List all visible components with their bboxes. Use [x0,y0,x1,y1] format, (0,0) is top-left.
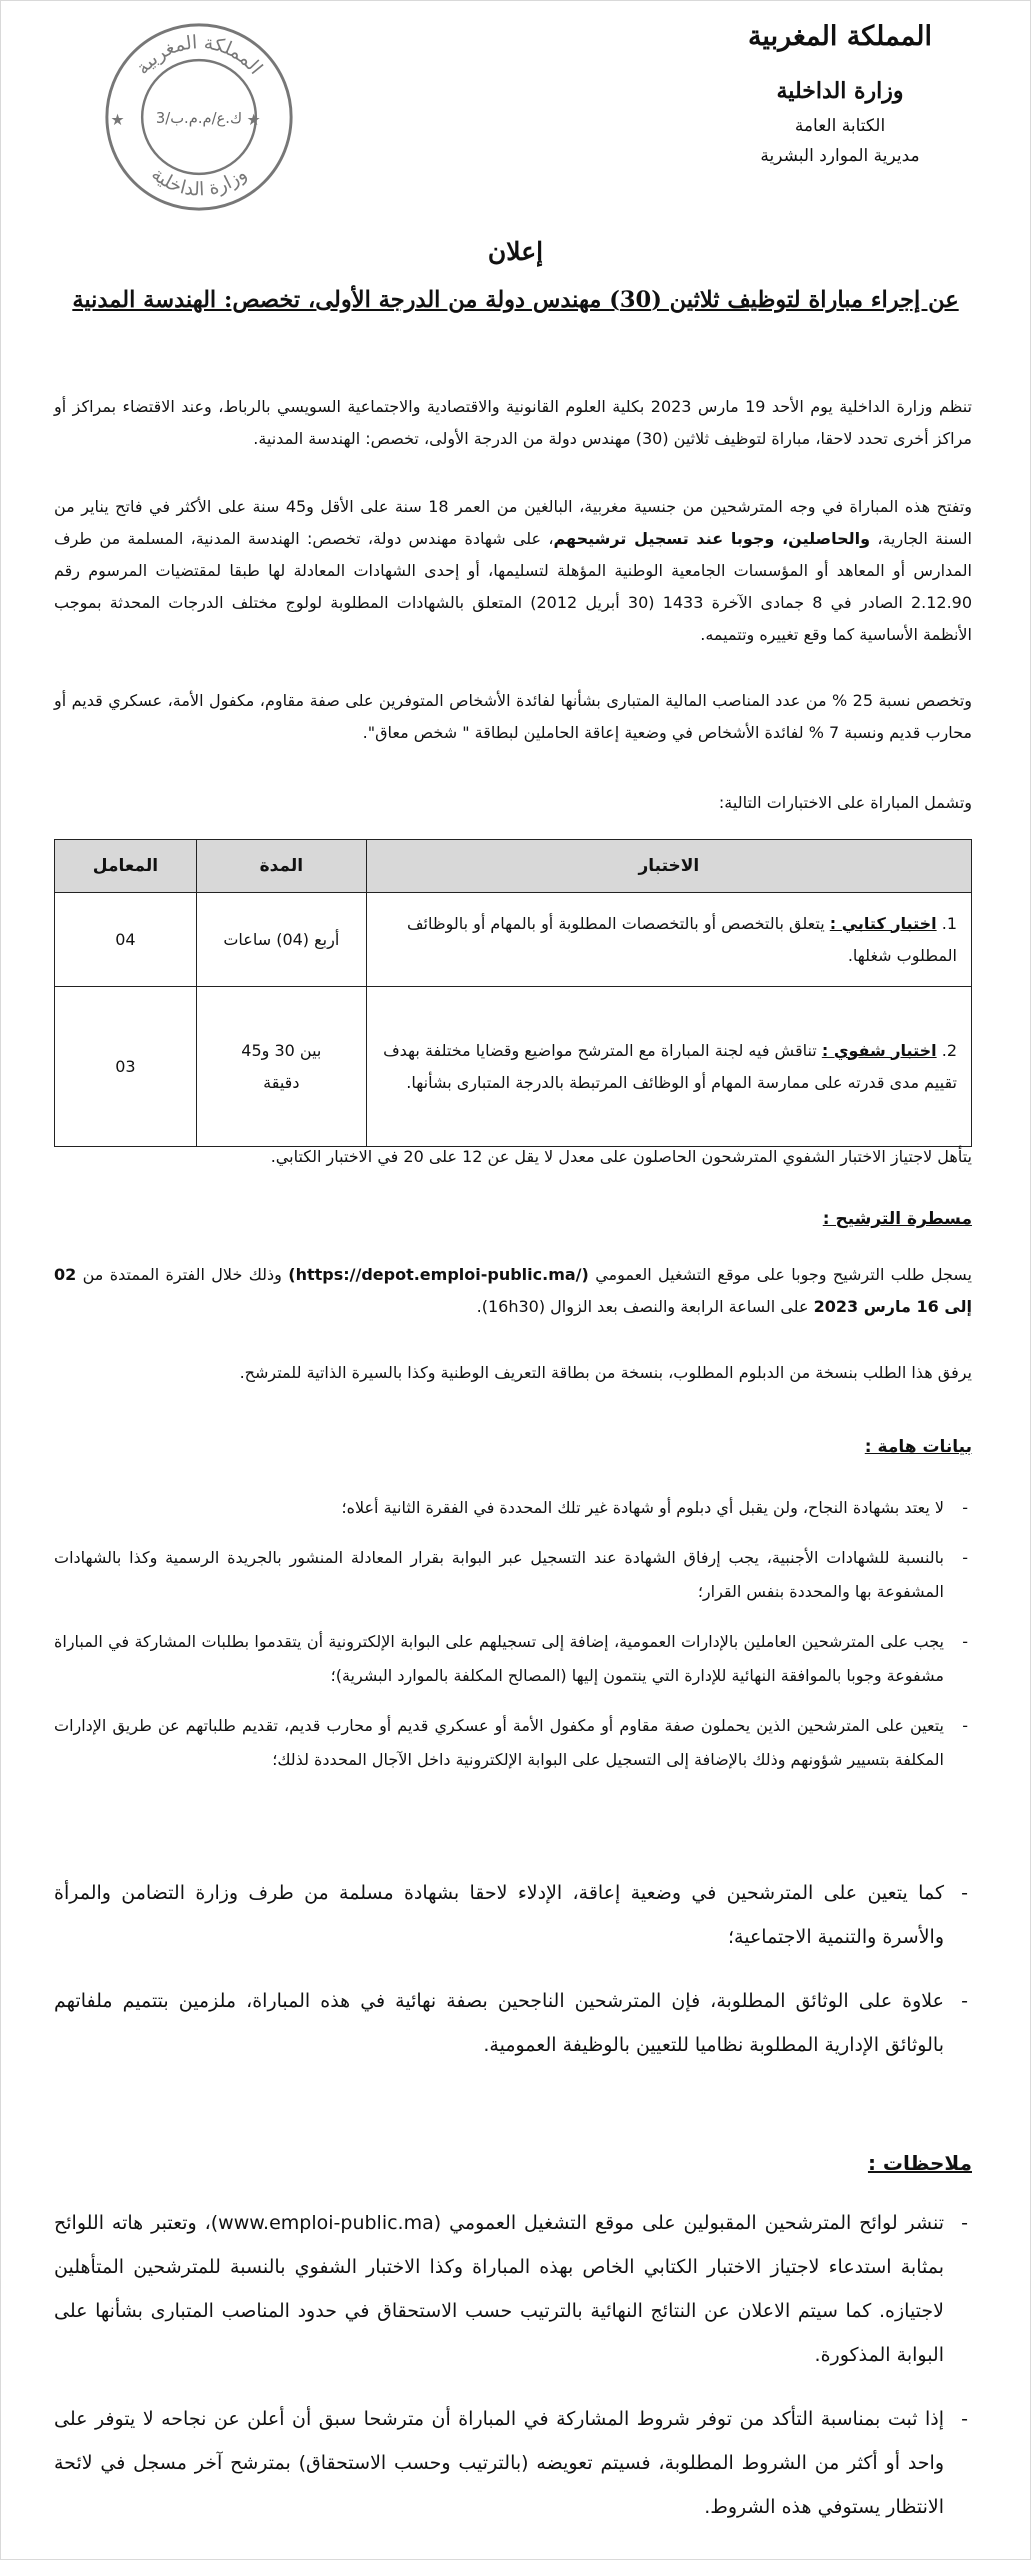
tests-table [54,839,972,1147]
test-number: 1. [941,913,957,933]
list-item: - علاوة على الوثائق المطلوبة، فإن المترشحين الناجحين بصفة نهائية في هذه المباراة، ملزمين بتتميم ملفاتهم بالوثائق الإدارية المطلوبة نظاميا للتعيين بالوظيفة العمومية. [54,1979,944,2067]
test-description: تناقش فيه لجنة المباراة مع المترشح مواضيع وقضايا مختلفة بهدف تقييم مدى قدرته على ممارسة المهام أو الوظائف المرتبطة بالدرجة المتبارى بشأنها. [383,1040,957,1092]
list-item: - كما يتعين على المترشحين في وضعية إعاقة، الإدلاء لاحقا بشهادة مسلمة من طرف وزارة التضامن والمرأة والأسرة والتنمية الاجتماعية؛ [54,1871,944,1959]
coefficient-cell: 04 [55,893,197,987]
stamp-star-icon: ★ [110,109,125,129]
table-row [55,987,972,1147]
test-description: يتعلق بالتخصص أو بالتخصصات المطلوبة أو بالمهام أو بالوظائف المطلوب شغلها. [406,913,957,965]
eligibility-text-b: ، على شهادة مهندس دولة، تخصص: الهندسة المدنية، المسلمة من طرف المدارس أو المعاهد أو المؤسسات الجامعية الوطنية المؤهلة لتسليمها، أو إحدى الشهادات المعادلة لها طبقا لمقتضيات المرسوم رقم 2.12.90 الصادر في 8 جمادى الآخرة 1433 (30 أبريل 2012) المتعلق بالشهادات المطلوبة لولوج مختلف الدرجات المحدثة بموجب الأنظمة الأساسية كما وقع تغييره وتتميمه. [54,529,973,644]
secretariat-label: الكتابة العامة [794,116,886,136]
official-header [710,21,970,166]
important-heading: بيانات هامة : [864,1437,972,1457]
attachments-paragraph: يرفق هذا الطلب بنسخة من الدبلوم المطلوب، بنسخة من بطاقة التعريف الوطنية وكذا بالسيرة الذاتية للمترشح. [239,1363,972,1382]
list-item: - بالنسبة للشهادات الأجنبية، يجب إرفاق الشهادة عند التسجيل عبر البوابة بقرار المعادلة المنشور بالجريدة الرسمية وكذا بالشهادات المشفوعة بها والمحددة بنفس القرار؛ [54,1541,944,1609]
stamp-star-icon: ★ [246,109,261,129]
application-text-c: على الساعة الرابعة والنصف بعد الزوال (16h30). [476,1297,814,1316]
stamp-ring-bottom-text: وزارة الداخلية [147,163,251,201]
list-item: - يتعين على المترشحين الذين يحملون صفة مقاوم أو مكفول الأمة أو عسكري قديم أو محارب قديم، تقديم طلباتهم عن طريق الإدارات المكلفة بتسيير شؤونهم وذلك بالإضافة إلى التسجيل على البوابة الإلكترونية داخل الآجال المحددة لذلك؛ [54,1709,944,1777]
test-cell [366,987,971,1147]
list-item: - لا يعتد بشهادة النجاح، ولن يقبل أي دبلوم أو شهادة غير تلك المحددة في الفقرة الثانية أعلاه؛ [54,1491,944,1525]
ministry-label: وزارة الداخلية [776,78,904,104]
test-name: اختبار شفوي : [821,1040,937,1060]
tests-intro: وتشمل المباراة على الاختبارات التالية: [718,793,972,812]
table-row [55,893,972,987]
list-item: - يجب على المترشحين العاملين بالإدارات العمومية، إضافة إلى تسجيلهم على البوابة الإلكترونية أن يتقدموا بطلبات المشاركة في المباراة مشفوعة وجوبا بالموافقة النهائية للإدارة التي ينتمون إليها (المصالح المكلفة بالموارد البشرية)؛ [54,1625,944,1693]
qualification-paragraph: يتأهل لاجتياز الاختبار الشفوي المترشحون الحاصلون على معدل لا يقل عن 12 على 20 في الاختبار الكتابي. [270,1147,972,1166]
list-item: - تنشر لوائح المترشحين المقبولين على موقع التشغيل العمومي (www.emploi-public.ma)، وتعتبر هاته اللوائح بمثابة استدعاء لاجتياز الاختبار الكتابي الخاص بهذه المباراة وكذا الاختبار الشفوي بالنسبة للمترشحين المتأهلين لاجتيازه. كما سيتم الاعلان عن النتائج النهائية بالترتيب حسب الاستحقاق في حدود المناصب المتبارى بشأنها على البوابة المذكورة. [54,2201,944,2377]
important-list-large [54,1871,972,2087]
test-number: 2. [941,1040,957,1060]
stamp-ring-top-text: المملكة المغربية [132,32,267,79]
quota-paragraph: وتخصص نسبة 25 % من عدد المناصب المالية المتبارى بشأنها لفائدة الأشخاص المتوفرين على صفة مقاوم، مكفول الأمة، عسكري قديم أو محارب قديم ونسبة 7 % لفائدة الأشخاص في وضعية إعاقة الحاملين لبطاقة " شخص معاق". [54,691,972,742]
duration-cell: أربع (04) ساعات [196,893,366,987]
coefficient-cell: 03 [55,987,197,1147]
test-cell [366,893,971,987]
kingdom-label: المملكة المغربية [747,21,933,52]
application-url-link[interactable]: (https://depot.emploi-public.ma/) [288,1265,589,1284]
important-list [54,1491,972,1793]
duration-cell: بين 30 و45 دقيقة [196,987,366,1147]
eligibility-text-bold: والحاصلين، وجوبا عند تسجيل ترشيحهم [553,529,871,548]
stamp-center-text: ك.ع/م.م.ب/3 [155,109,243,127]
remarks-list [54,2201,972,2549]
announcement-subtitle: عن إجراء مباراة لتوظيف ثلاثين (30) مهندس دولة من الدرجة الأولى، تخصص: الهندسة المدنية [72,287,959,313]
application-text-a: يسجل طلب الترشيح وجوبا على موقع التشغيل العمومي [588,1265,973,1284]
remarks-heading: ملاحظات : [867,2151,972,2175]
table-header-coefficient: المعامل [55,840,197,893]
table-header-test: الاختبار [366,840,971,893]
application-heading: مسطرة الترشيح : [822,1209,972,1229]
announcement-title: إعلان [487,237,544,266]
list-item: - إذا ثبت بمناسبة التأكد من توفر شروط المشاركة في المباراة أن مترشحا سبق أن أعلن عن نجاحه لا يتوفر على واحد أو أكثر من الشروط المطلوبة، فسيتم تعويضه (بالترتيب وحسب الاستحقاق) بمترشح آخر مسجل في لائحة الانتظار يستوفي هذه الشروط. [54,2397,944,2529]
eligibility-text-a: وتفتح هذه المباراة في وجه المترشحين من جنسية مغربية، البالغين من العمر 18 سنة على الأقل و45 سنة على الأكثر في فاتح يناير من السنة الجارية، [54,497,972,548]
application-period: 02 إلى 16 مارس 2023 [54,1265,972,1316]
official-stamp [101,19,297,215]
application-paragraph [54,1259,972,1323]
directorate-label: مديرية الموارد البشرية [760,146,920,166]
eligibility-paragraph [54,491,972,651]
application-text-b: وذلك خلال الفترة الممتدة من [76,1265,289,1284]
test-name: اختبار كتابي : [829,913,937,933]
intro-paragraph: تنظم وزارة الداخلية يوم الأحد 19 مارس 2023 بكلية العلوم القانونية والاقتصادية والاجتماعية السويسي بالرباط، وعند الاقتضاء بمراكز أو مراكز أخرى تحدد لاحقا، مباراة لتوظيف ثلاثين (30) مهندس دولة من الدرجة الأولى، تخصص: الهندسة المدنية. [54,397,973,448]
table-header-duration: المدة [196,840,366,893]
